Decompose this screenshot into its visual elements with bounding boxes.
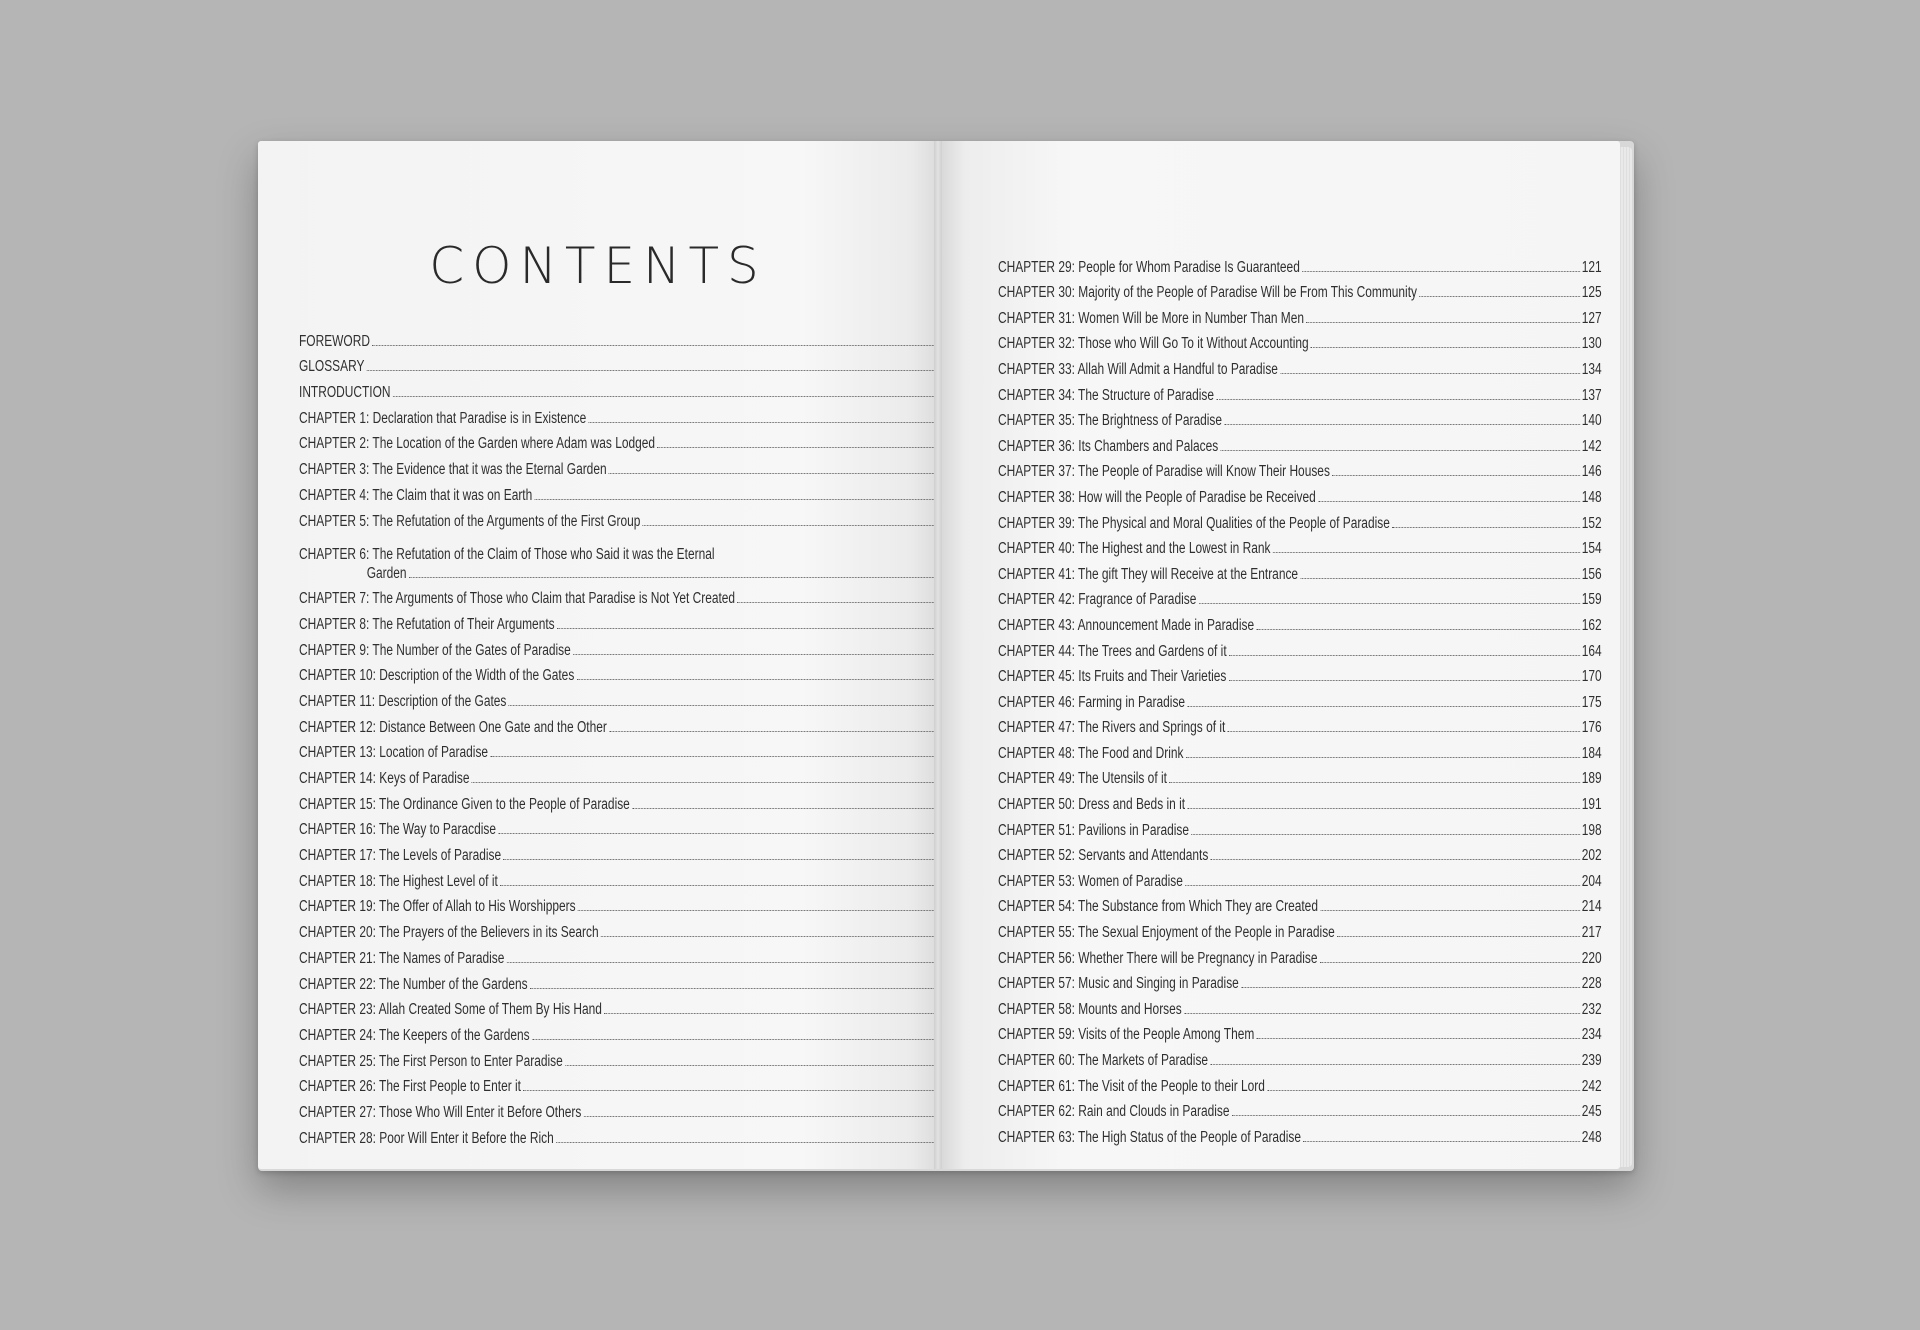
toc-entry: CHAPTER 39: The Physical and Moral Qualities of the People of Paradise 152 [998, 514, 1602, 532]
toc-entry: CHAPTER 23: Allah Created Some of Them By His Hand [299, 994, 955, 1020]
toc-entry: CHAPTER 10: Description of the Width of the Gates [299, 660, 955, 686]
toc-entry: CHAPTER 18: The Highest Level of it [299, 865, 955, 891]
toc-entry: CHAPTER 31: Women Will be More in Number Than Men 127 [998, 309, 1602, 327]
toc-entry: INTRODUCTION [299, 376, 955, 402]
page-edges [1618, 147, 1632, 1167]
toc-entry: CHAPTER 43: Announcement Made in Paradise 162 [998, 616, 1602, 634]
toc-entry: CHAPTER 25: The First Person to Enter Paradise [299, 1045, 955, 1071]
toc-entry: CHAPTER 57: Music and Singing in Paradise 228 [998, 975, 1602, 993]
toc-entry: CHAPTER 4: The Claim that it was on Earth [299, 479, 955, 505]
toc-entry: CHAPTER 20: The Prayers of the Believers in its Search [299, 916, 955, 942]
toc-entry: CHAPTER 63: The High Status of the People of Paradise 248 [998, 1128, 1602, 1146]
toc-entry: GLOSSARY [299, 351, 955, 377]
toc-entry: CHAPTER 8: The Refutation of Their Arguments [299, 608, 955, 634]
toc-entry: CHAPTER 2: The Location of the Garden where Adam was Lodged [299, 428, 955, 454]
toc-entry: CHAPTER 3: The Evidence that it was the Eternal Garden [299, 453, 955, 479]
toc-entry: CHAPTER 55: The Sexual Enjoyment of the People in Paradise 217 [998, 924, 1602, 942]
toc-entry: CHAPTER 40: The Highest and the Lowest in Rank 154 [998, 540, 1602, 558]
toc-entry: CHAPTER 45: Its Fruits and Their Varieties 170 [998, 668, 1602, 686]
toc-entry: CHAPTER 47: The Rivers and Springs of it 176 [998, 719, 1602, 737]
toc-entry: CHAPTER 56: Whether There will be Pregnancy in Paradise 220 [998, 949, 1602, 967]
toc-entry: CHAPTER 32: Those who Will Go To it Without Accounting 130 [998, 335, 1602, 353]
toc-entry: CHAPTER 37: The People of Paradise will Know Their Houses 146 [998, 463, 1602, 481]
page-title: CONTENTS [429, 237, 767, 295]
toc-entry: CHAPTER 30: Majority of the People of Paradise Will be From This Community 125 [998, 284, 1602, 302]
toc-entry: CHAPTER 12: Distance Between One Gate and the Other [299, 711, 955, 737]
toc-entry: CHAPTER 41: The gift They will Receive at the Entrance 156 [998, 565, 1602, 583]
toc-entry: CHAPTER 60: The Markets of Paradise 239 [998, 1052, 1602, 1069]
toc-entry: CHAPTER 11: Description of the Gates [299, 685, 955, 711]
toc-entry: CHAPTER 9: The Number of the Gates of Paradise [299, 634, 955, 660]
toc-entry: CHAPTER 50: Dress and Beds in it 191 [998, 796, 1602, 814]
toc-entry: CHAPTER 33: Allah Will Admit a Handful to Paradise 134 [998, 360, 1602, 378]
right-page [938, 141, 1620, 1169]
toc-entry: CHAPTER 35: The Brightness of Paradise 140 [998, 412, 1602, 430]
toc-list-right [998, 251, 1602, 1147]
book-spine [934, 141, 942, 1169]
toc-entry: CHAPTER 59: Visits of the People Among Them 234 [998, 1026, 1602, 1044]
toc-entry: CHAPTER 46: Farming in Paradise 175 [998, 693, 1602, 711]
toc-entry: CHAPTER 16: The Way to Paracdise [299, 814, 955, 840]
toc-entry: CHAPTER 26: The First People to Enter it [299, 1071, 955, 1097]
toc-entry: CHAPTER 17: The Levels of Paradise [299, 839, 955, 865]
toc-entry: CHAPTER 54: The Substance from Which They are Created 214 [998, 898, 1602, 916]
toc-entry: CHAPTER 14: Keys of Paradise [299, 762, 955, 788]
left-page [258, 141, 938, 1169]
toc-entry: CHAPTER 27: Those Who Will Enter it Before Others [299, 1096, 955, 1122]
toc-entry: CHAPTER 53: Women of Paradise 204 [998, 872, 1602, 890]
toc-entry: CHAPTER 5: The Refutation of the Arguments of the First Group [299, 505, 955, 531]
toc-entry: CHAPTER 1: Declaration that Paradise is in Existence [299, 402, 955, 428]
toc-entry: CHAPTER 38: How will the People of Paradise be Received 148 [998, 488, 1602, 506]
toc-entry: CHAPTER 61: The Visit of the People to their Lord 242 [998, 1077, 1602, 1095]
toc-entry: CHAPTER 42: Fragrance of Paradise 159 [998, 591, 1602, 609]
toc-entry: FOREWORD [299, 325, 955, 351]
toc-entry: CHAPTER 48: The Food and Drink 184 [998, 744, 1602, 762]
toc-list-left [299, 325, 955, 1148]
toc-entry: CHAPTER 52: Servants and Attendants 202 [998, 847, 1602, 865]
toc-entry: CHAPTER 34: The Structure of Paradise 137 [998, 386, 1602, 404]
toc-entry: CHAPTER 29: People for Whom Paradise Is Guaranteed 121 [998, 258, 1602, 276]
toc-entry: CHAPTER 44: The Trees and Gardens of it 164 [998, 642, 1602, 660]
open-book [258, 141, 1634, 1171]
toc-entry: CHAPTER 36: Its Chambers and Palaces 142 [998, 437, 1602, 455]
toc-entry: CHAPTER 24: The Keepers of the Gardens [299, 1019, 955, 1045]
toc-entry: CHAPTER 22: The Number of the Gardens [299, 968, 955, 994]
toc-entry: CHAPTER 28: Poor Will Enter it Before the Rich [299, 1122, 955, 1148]
toc-entry: CHAPTER 49: The Utensils of it 189 [998, 770, 1602, 788]
toc-entry: CHAPTER 7: The Arguments of Those who Claim that Paradise is Not Yet Created [299, 583, 955, 609]
toc-entry-wrapped: CHAPTER 6: The Refutation of the Claim of Those who Said it was the Eternal Garden [299, 531, 955, 583]
toc-entry: CHAPTER 58: Mounts and Horses 232 [998, 1000, 1602, 1018]
toc-entry: CHAPTER 13: Location of Paradise [299, 737, 955, 763]
toc-entry: CHAPTER 15: The Ordinance Given to the People of Paradise [299, 788, 955, 814]
toc-entry: CHAPTER 21: The Names of Paradise [299, 942, 955, 968]
toc-entry: CHAPTER 51: Pavilions in Paradise 198 [998, 821, 1602, 839]
toc-entry: CHAPTER 62: Rain and Clouds in Paradise 245 [998, 1103, 1602, 1121]
toc-entry: CHAPTER 19: The Offer of Allah to His Worshippers [299, 891, 955, 917]
